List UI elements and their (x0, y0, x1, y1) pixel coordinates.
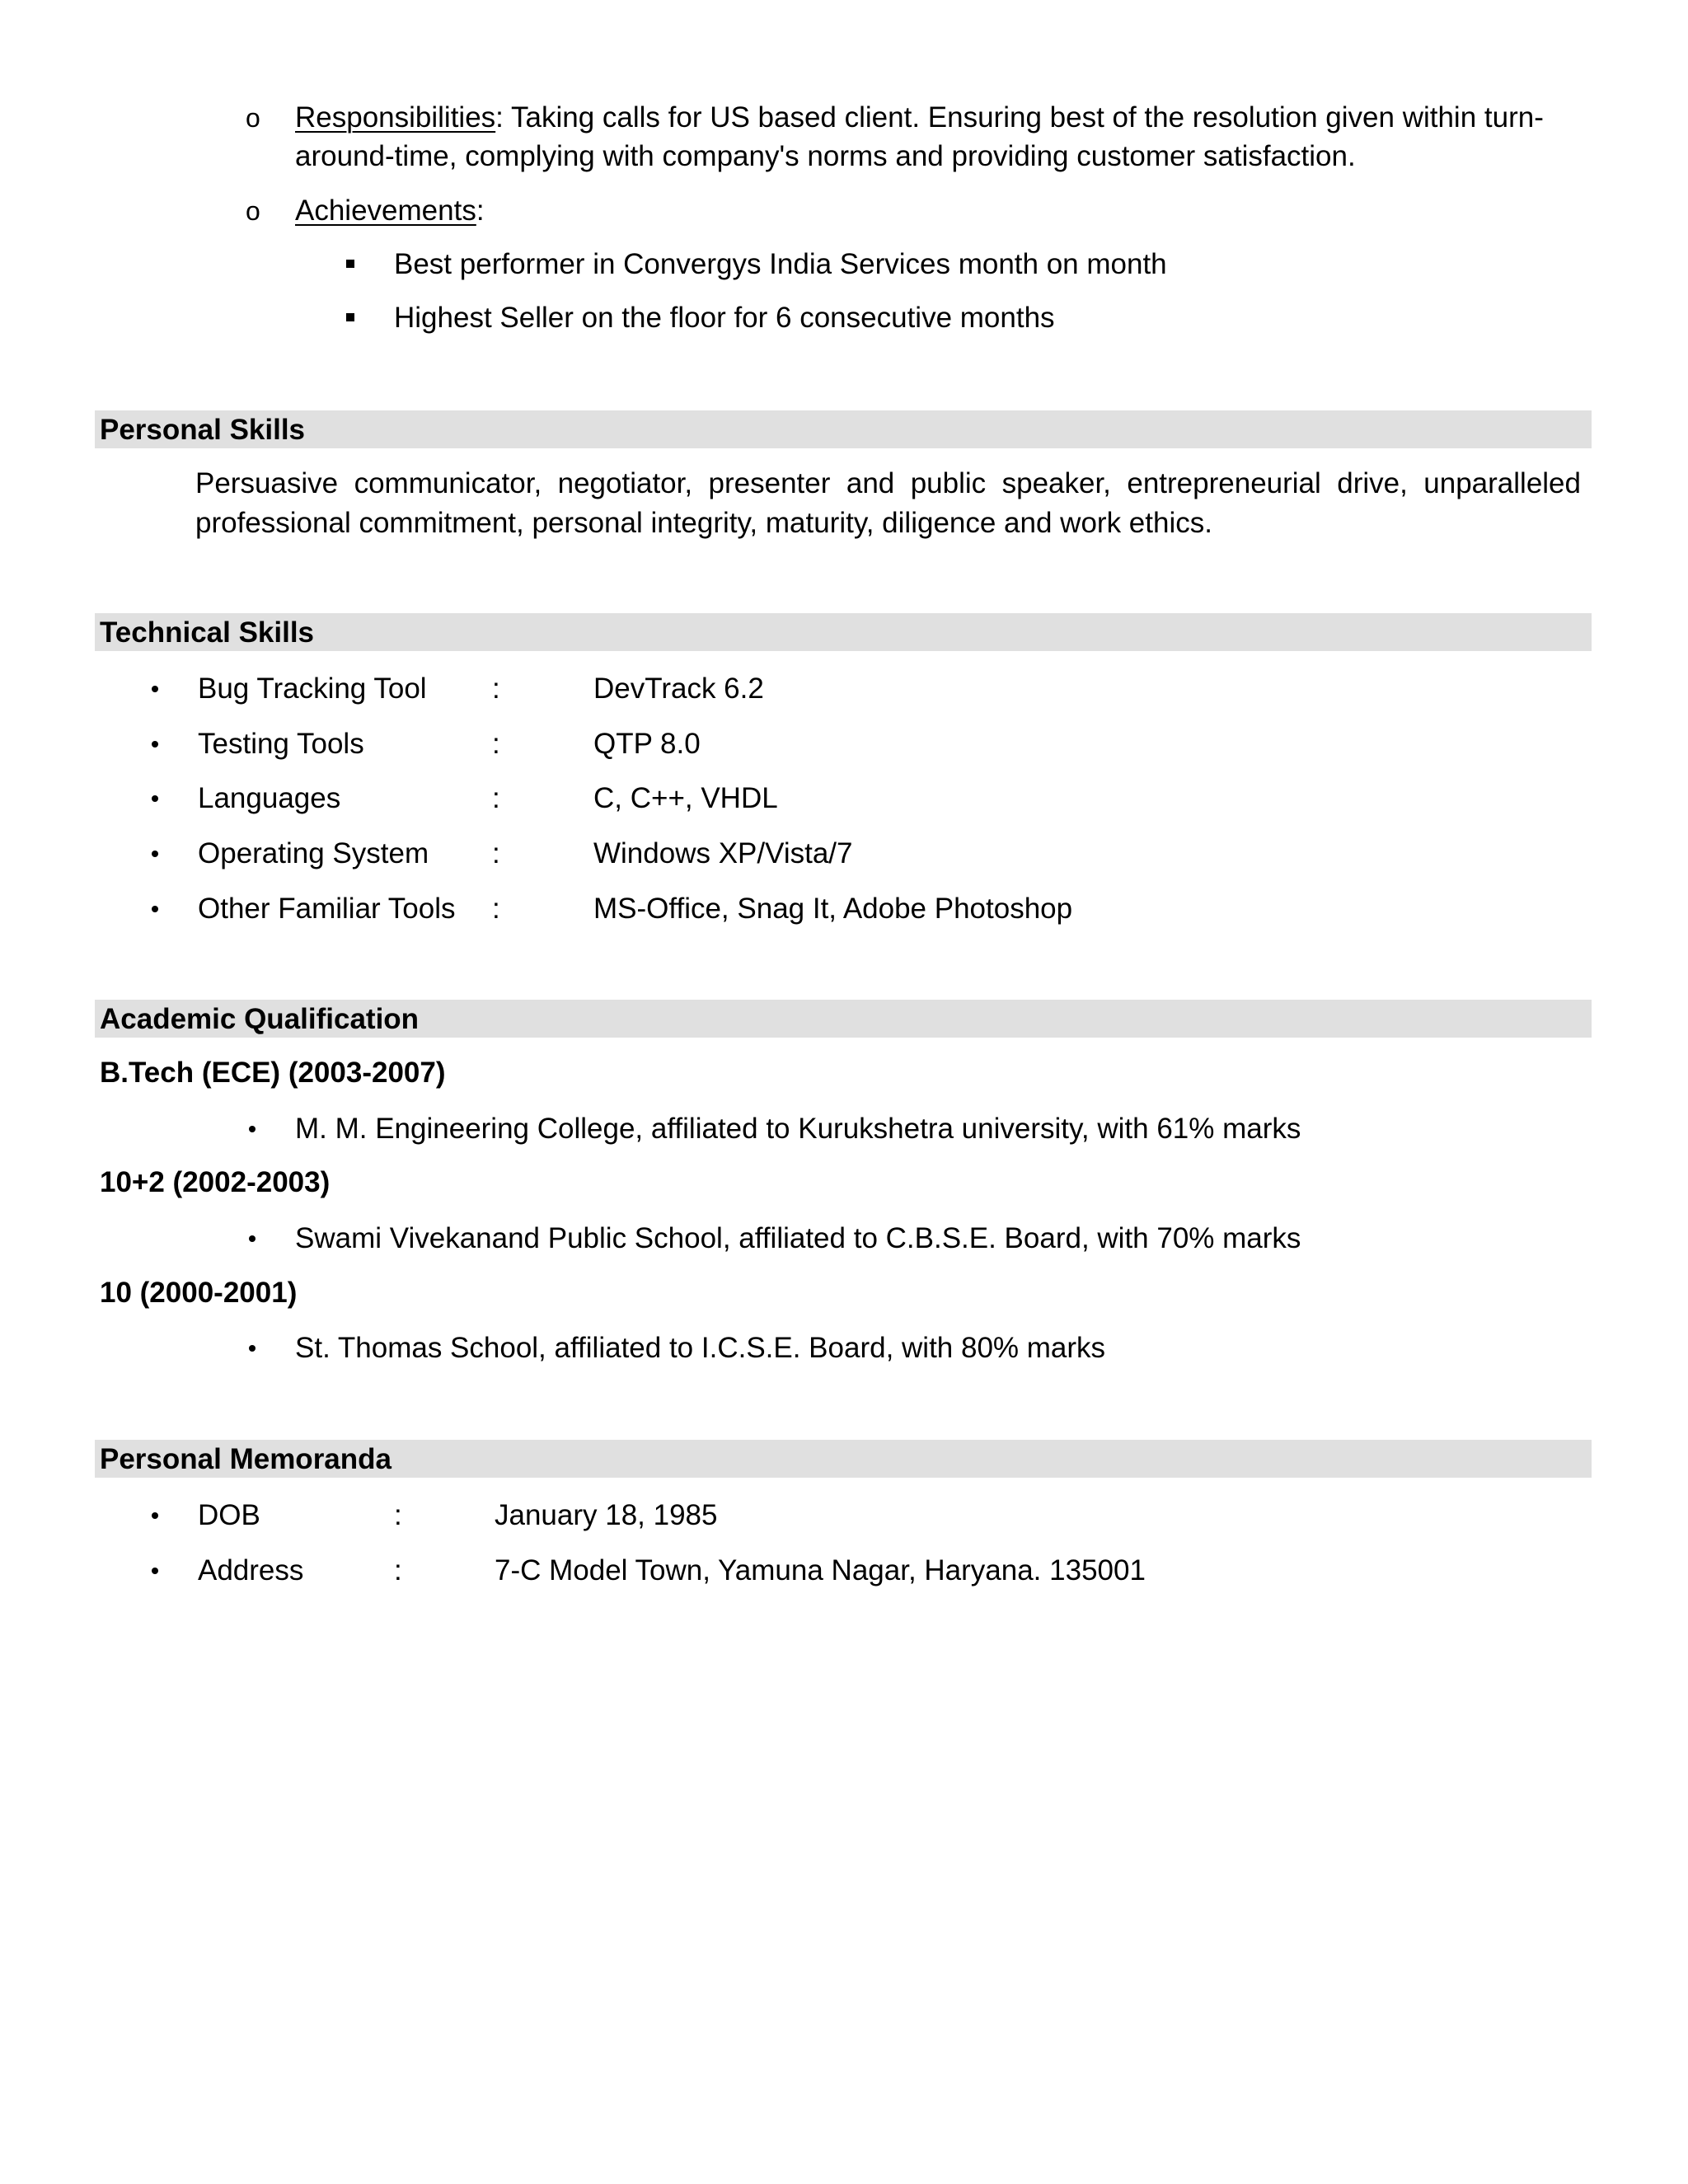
bullet-icon (152, 1512, 158, 1519)
bullet-icon (152, 686, 158, 692)
degree-title: 10+2 (2002-2003) (100, 1166, 331, 1198)
tech-skill-value: MS-Office, Snag It, Adobe Photoshop (593, 893, 1073, 925)
degree-title: 10 (2000-2001) (100, 1277, 298, 1309)
square-bullet-icon (346, 313, 354, 321)
memoranda-label: Address (198, 1554, 304, 1586)
achievements-heading (295, 191, 485, 231)
memoranda-value: 7-C Model Town, Yamuna Nagar, Haryana. 135001 (495, 1554, 1146, 1586)
personal-skills-text: Persuasive communicator, negotiator, presenter and public speaker, entrepreneurial drive, unparalleled professional commitment, personal integrity, maturity, diligence and work ethics. (195, 467, 1581, 539)
academic-header (95, 1000, 1592, 1038)
tech-skill-value: Windows XP/Vista/7 (593, 837, 853, 869)
degree-title: B.Tech (ECE) (2003-2007) (100, 1057, 446, 1089)
degree-detail: St. Thomas School, affiliated to I.C.S.E. Board, with 80% marks (295, 1332, 1106, 1364)
responsibilities-text: : Taking calls for US based client. Ensuring best of the resolution given within turn- (495, 101, 1544, 134)
achievement-item: Highest Seller on the floor for 6 consecutive months (394, 302, 1055, 334)
memoranda-label: DOB (198, 1499, 260, 1531)
personal-skills-header (95, 410, 1592, 448)
bullet-icon (152, 741, 158, 748)
memoranda-value: January 18, 1985 (495, 1499, 718, 1531)
tech-skill-value: QTP 8.0 (593, 728, 701, 760)
responsibilities-line-2: around-time, complying with company's norms and providing customer satisfaction. (295, 140, 1356, 172)
tech-skill-separator: : (492, 673, 500, 705)
memoranda-header (95, 1440, 1592, 1478)
circle-bullet-icon: o (246, 196, 260, 226)
tech-skill-label: Bug Tracking Tool (198, 673, 427, 705)
memoranda-separator: : (394, 1554, 402, 1586)
tech-skill-label: Testing Tools (198, 728, 364, 760)
degree-detail: M. M. Engineering College, affiliated to Kurukshetra university, with 61% marks (295, 1113, 1301, 1145)
tech-skill-label: Operating System (198, 837, 429, 869)
responsibilities-line-1 (295, 98, 1544, 138)
degree-detail: Swami Vivekanand Public School, affiliated to C.B.S.E. Board, with 70% marks (295, 1222, 1301, 1254)
achievement-item: Best performer in Convergys India Services month on month (394, 248, 1167, 280)
tech-skill-separator: : (492, 837, 500, 869)
achievements-colon: : (476, 194, 485, 227)
bullet-icon (152, 1568, 158, 1574)
tech-skill-value: DevTrack 6.2 (593, 673, 764, 705)
tech-skill-value: C, C++, VHDL (593, 782, 778, 814)
tech-skill-separator: : (492, 893, 500, 925)
tech-skill-separator: : (492, 782, 500, 814)
bullet-icon (249, 1126, 256, 1132)
bullet-icon (152, 795, 158, 802)
responsibilities-label: Responsibilities (295, 101, 496, 134)
tech-skill-label: Languages (198, 782, 341, 814)
section-title: Technical Skills (100, 616, 315, 649)
bullet-icon (152, 906, 158, 912)
memoranda-separator: : (394, 1499, 402, 1531)
square-bullet-icon (346, 260, 354, 268)
section-title: Academic Qualification (100, 1003, 420, 1035)
tech-skill-label: Other Familiar Tools (198, 893, 456, 925)
achievements-label: Achievements (295, 194, 476, 227)
section-title: Personal Memoranda (100, 1443, 392, 1475)
bullet-icon (249, 1235, 256, 1242)
bullet-icon (152, 851, 158, 857)
circle-bullet-icon: o (246, 103, 260, 133)
technical-skills-header (95, 613, 1592, 651)
bullet-icon (249, 1345, 256, 1352)
section-title: Personal Skills (100, 414, 306, 446)
tech-skill-separator: : (492, 728, 500, 760)
